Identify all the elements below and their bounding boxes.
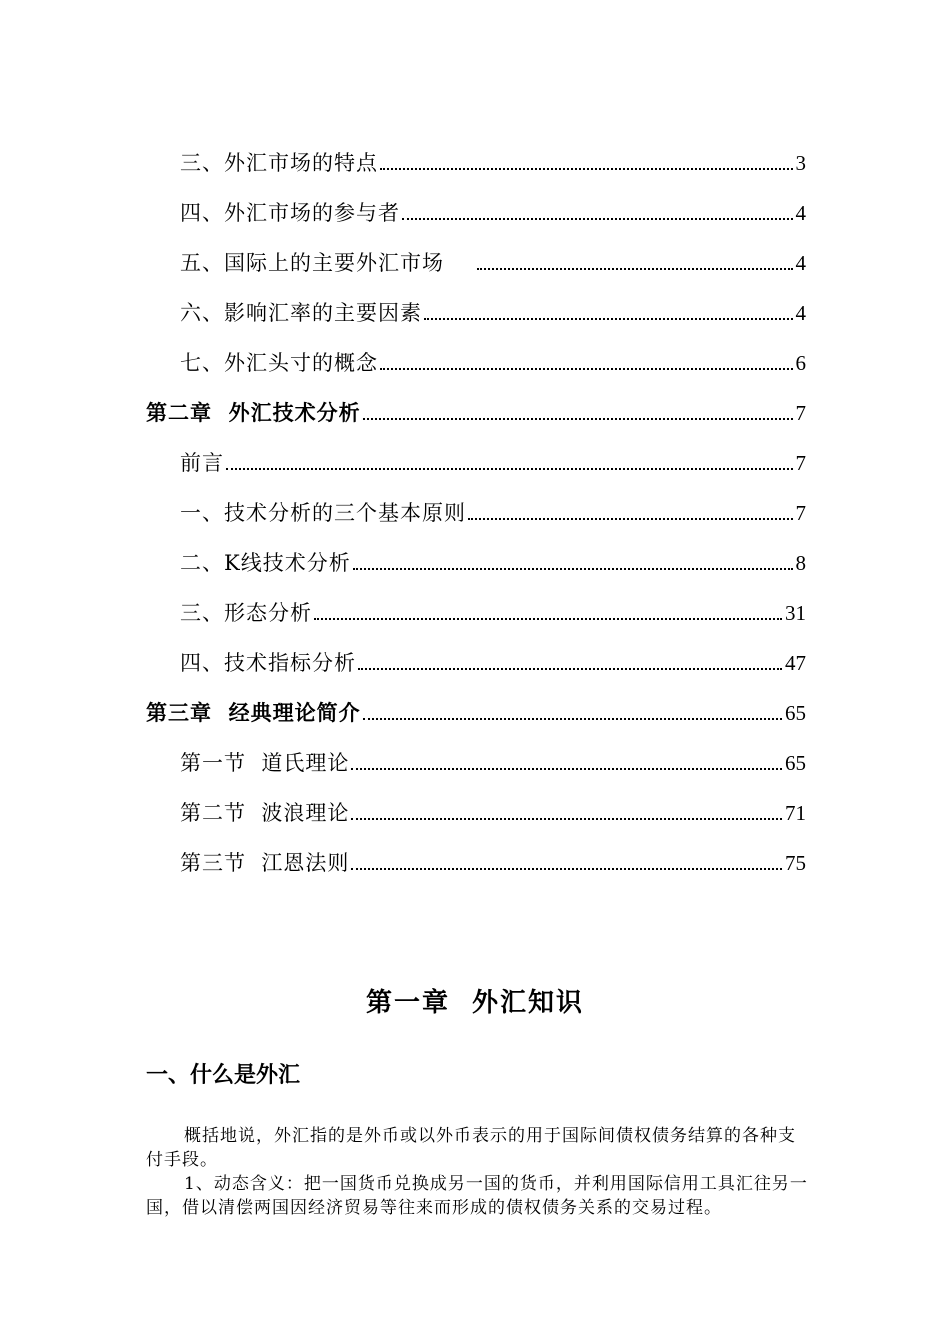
toc-dot-leader [363,418,793,420]
toc-page-number: 71 [785,801,806,825]
toc-entry-label: 第一节 道氏理论 [180,751,350,775]
toc-page-number: 3 [795,151,806,175]
chapter-title: 第一章 外汇知识 [365,988,585,1018]
toc-page-number: 8 [795,551,806,575]
toc-entry-label: 三、外汇市场的特点 [180,151,378,175]
section-title: 一、什么是外汇 [146,1063,301,1088]
toc-dot-leader [477,268,793,270]
toc-entry[interactable] [180,826,806,876]
toc-entry-label: 五、国际上的主要外汇市场 [180,251,475,275]
toc-dot-leader [402,218,793,220]
toc-chapter-entry[interactable] [146,676,806,726]
toc-entry[interactable] [180,426,806,476]
toc-dot-leader [363,718,782,720]
toc-dot-leader [226,468,793,470]
toc-entry[interactable] [180,526,806,576]
toc-chapter-entry[interactable] [146,376,806,426]
toc-entry-label: 第三章 经典理论简介 [146,700,361,725]
toc-entry-label: 四、技术指标分析 [180,651,356,675]
toc-dot-leader [424,318,793,320]
toc-page-number: 7 [795,451,806,475]
toc-dot-leader [314,618,782,620]
toc-dot-leader [468,518,793,520]
toc-entry-label: 第三节 江恩法则 [180,851,350,875]
toc-entry-label: 第二章 外汇技术分析 [146,400,361,425]
toc-page-number: 65 [785,751,806,775]
toc-entry[interactable] [180,776,806,826]
toc-page-number: 4 [795,251,806,275]
toc-entry[interactable] [180,726,806,776]
toc-entry[interactable] [180,276,806,326]
toc-page-number: 75 [785,851,806,875]
body-paragraph-2: 1、动态含义：把一国货币兑换成另一国的货币，并利用国际信用工具汇往另一国，借以清偿两国因经济贸易等往来而形成的债权债务关系的交易过程。 [146,1174,808,1218]
toc-page-number: 4 [795,301,806,325]
toc-page-number: 47 [785,651,806,675]
toc-dot-leader [358,668,782,670]
toc-page-number: 4 [795,201,806,225]
toc-entry[interactable] [180,476,806,526]
toc-page-number: 65 [785,701,806,725]
toc-page-number: 6 [795,351,806,375]
toc-entry[interactable] [180,326,806,376]
toc-dot-leader [353,568,793,570]
toc-dot-leader [380,168,793,170]
toc-entry-label: 四、外汇市场的参与者 [180,201,400,225]
toc-entry-label: 一、技术分析的三个基本原则 [180,501,466,525]
toc-page-number: 7 [795,501,806,525]
toc-entry-label: 二、K线技术分析 [180,551,351,575]
toc-entry-label: 七、外汇头寸的概念 [180,351,378,375]
toc-dot-leader [351,818,782,820]
toc-entry[interactable] [180,576,806,626]
toc-entry-label: 前言 [180,451,224,475]
toc-dot-leader [351,768,782,770]
toc-dot-leader [351,868,782,870]
toc-page-number: 31 [785,601,806,625]
toc-entry-label: 三、形态分析 [180,601,312,625]
toc-entry[interactable] [180,126,806,176]
toc-dot-leader [380,368,793,370]
toc-entry-label: 六、影响汇率的主要因素 [180,301,422,325]
toc-entry[interactable] [180,226,806,276]
toc-entry[interactable] [180,626,806,676]
toc-page-number: 7 [795,401,806,425]
toc-entry[interactable] [180,176,806,226]
body-paragraph-1: 概括地说，外汇指的是外币或以外币表示的用于国际间债权债务结算的各种支付手段。 [146,1126,796,1170]
toc-entry-label: 第二节 波浪理论 [180,801,350,825]
